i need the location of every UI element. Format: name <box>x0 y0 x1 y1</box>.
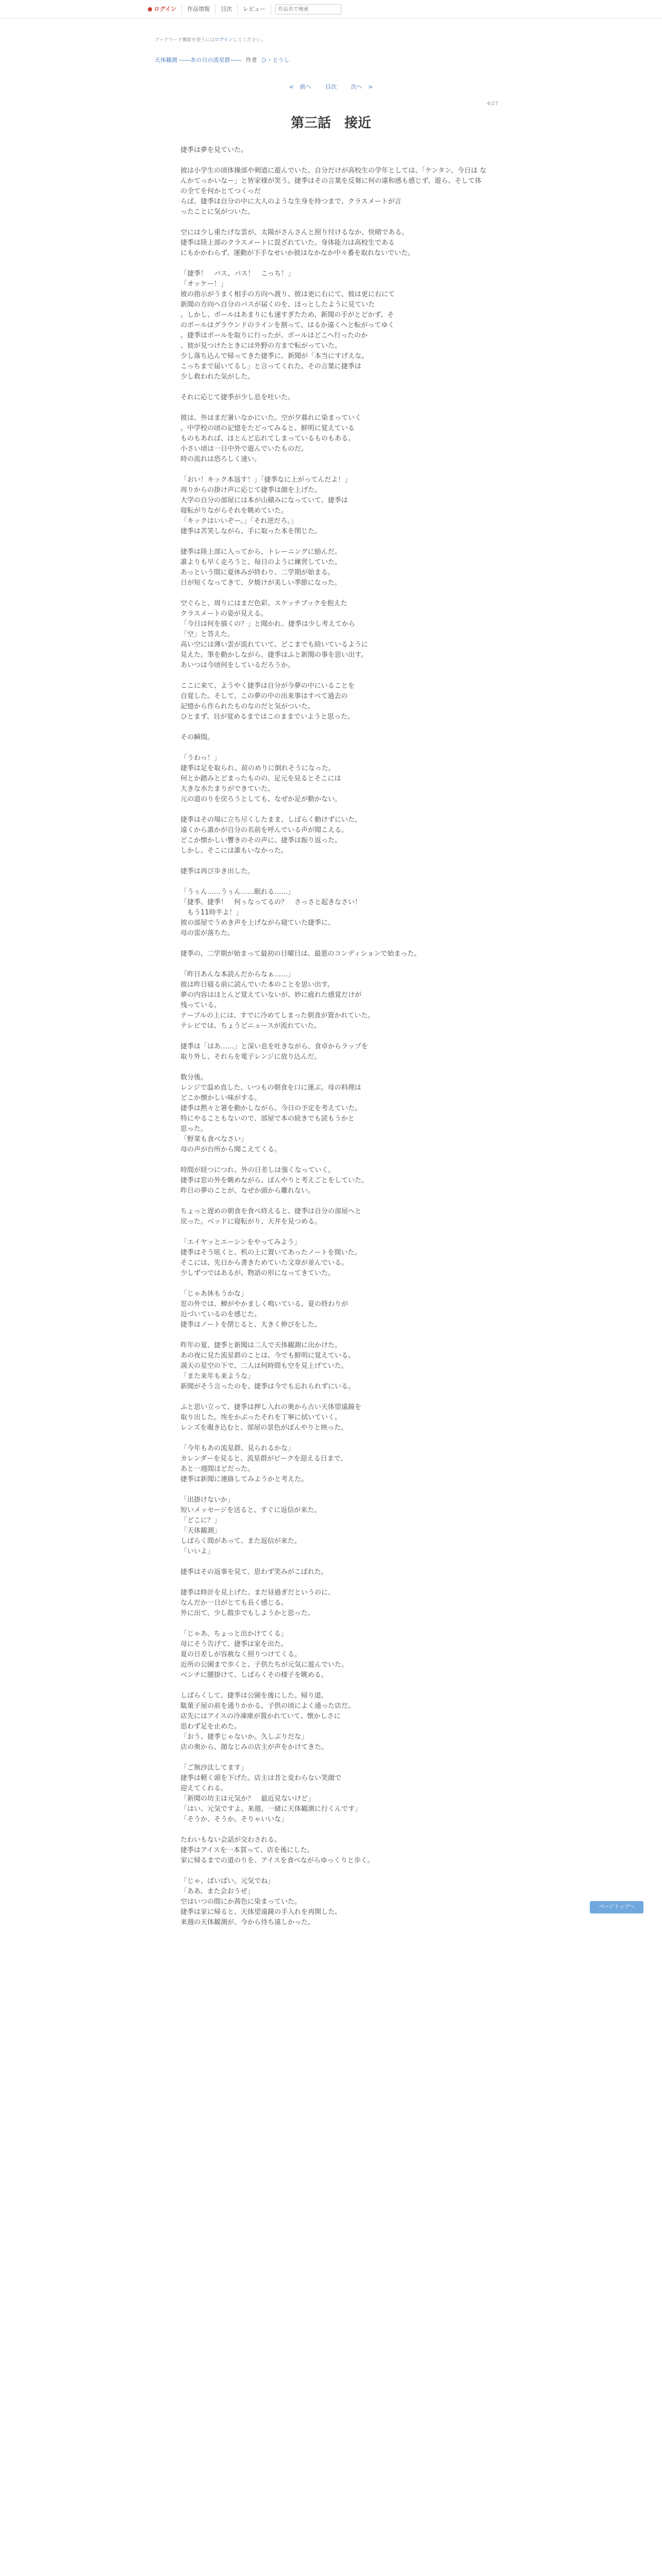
paragraph <box>180 1207 487 1227</box>
text-line: 捷季は夢を見ていた。 <box>180 146 248 154</box>
text-line: 時間が経つにつれ、外の日差しは強くなっていく。 <box>180 1166 335 1174</box>
text-line: 元の道のりを戻ろうとしても、なぜか足が動かない。 <box>180 795 342 803</box>
next-link[interactable]: 次へ > <box>351 83 373 90</box>
text-line: ものもあれば、ほとんど忘れてしまっているものもある。 <box>180 435 355 443</box>
text-line: 短いメッセージを送ると、すぐに返信が来た。 <box>180 1506 321 1514</box>
text-line: 少し救われた気がした。 <box>180 373 255 381</box>
text-line: カレンダーを見ると、流星群がピークを迎える日まで、 <box>180 1455 347 1463</box>
notice-suffix: してください。 <box>233 38 266 43</box>
text-line: 母の雷が落ちた。 <box>180 929 235 937</box>
text-line: 高い空には薄い雲が流れていて、どこまでも続いているように <box>180 641 368 649</box>
text-line: 「出掛けないか」 <box>180 1496 235 1504</box>
text-line: 「うぅん……うぅん……眠れる……」 <box>180 888 295 896</box>
text-line: 彼は小学生の頃体操部や剣道に遊んでいた。自分だけが高校生の学年としては、「ケンタン、今日は なんかてっかいなー」と皆家様が笑う。捷季はその言葉を反芻に何の違和感も感じず、遊ら、そして体の全てを何かとてつくっだ <box>180 167 487 195</box>
paragraph <box>180 681 487 722</box>
text-line: 捷季は窓の外を眺めながら、ぼんやりと考えごとをしていた。 <box>180 1177 369 1184</box>
paragraph <box>180 1876 487 1928</box>
text-line: 新聞の方向へ自分のパスが届くのを、ほっとしたように見ていた <box>180 301 375 309</box>
text-line: たわいもない会話が交わされる。 <box>180 1836 282 1844</box>
text-line: 「キックはいいぞー。」「それ逆だろ。」 <box>180 517 297 525</box>
text-line: レンズを覗き込むと、部屋の景色がぼんやりと映った。 <box>180 1424 348 1432</box>
paragraph <box>180 599 487 671</box>
chapter-title: 第三話 接近 <box>290 115 371 131</box>
text-line: 「じゃあ、ちょっと出かけてくる」 <box>180 1630 288 1638</box>
series-title-link[interactable]: 天体観測 ――あの日の流星群―― <box>155 57 242 63</box>
paragraph <box>180 970 487 1031</box>
text-line: 昨日の夢のことが、なぜか頭から離れない。 <box>180 1187 315 1195</box>
text-line: のボールはグラウンドのラインを割って、はるか遠くへと転がってゆく <box>180 321 395 329</box>
text-line: 「天体観測」 <box>180 1527 221 1535</box>
text-line: しかし、そこには誰もいなかった。 <box>180 847 288 855</box>
text-line: 「また来年も来ような」 <box>180 1372 255 1380</box>
text-line: 何とか踏みとどまったものの、足元を見るとそこには <box>180 775 341 783</box>
text-line: 周りからの掛け声に応じて捷季は顔を上げた。 <box>180 486 322 494</box>
text-line: 「今日は何を描くの？」と聞かれ、捷季は少し考えてから <box>180 620 355 628</box>
text-line: 「うわっ！」 <box>180 754 221 762</box>
text-line: 、彼が見つけたときには外野の方まで転がっていた。 <box>180 342 342 350</box>
text-line: 「空」と答えた。 <box>180 631 235 638</box>
text-line: 取り出した。埃をかぶったそれを丁寧に拭いていく。 <box>180 1414 341 1421</box>
text-line: 新聞がそう言ったのを、捷季は今でも忘れられずにいる。 <box>180 1383 355 1391</box>
text-line: 来週の天体観測が、今から待ち遠しかった。 <box>180 1919 315 1926</box>
paragraph <box>180 547 487 588</box>
text-line: 「昨日あんな本読んだからなぁ……」 <box>180 971 295 978</box>
text-line: 母にそう告げて、捷季は家を出た。 <box>180 1640 288 1648</box>
text-line: そこには、先日から書きためていた文章が並んでいる。 <box>180 1259 349 1267</box>
text-line: 「野菜も食べなさい」 <box>180 1136 248 1143</box>
text-line: 近づいているのを感じた。 <box>180 1311 261 1318</box>
page-top-button[interactable]: ページトップへ <box>590 1901 643 1913</box>
text-line: 窓の外では、蝉がやかましく鳴いている。夏の終わりが <box>180 1300 349 1308</box>
text-line: 捷季は時計を見上げた。まだ昼過ぎだというのに、 <box>180 1589 335 1597</box>
chapter-pager <box>0 82 662 91</box>
text-line: 空には少し重たげな雲が、太陽がさんさんと照り付けるなか、快晴である。 <box>180 229 409 236</box>
text-line: 。中学校の頃の記憶をたどってみると、鮮明に覚えている <box>180 425 355 432</box>
text-line: 彼の部屋でうめき声を上げながら寝ていた捷季に、 <box>180 919 335 927</box>
text-line: 「エイヤッとエーシンをやってみよう」 <box>180 1239 301 1246</box>
paragraph <box>180 1238 487 1279</box>
text-line: ふと思い立って、捷季は押し入れの奥から古い天体望遠鏡を <box>180 1403 361 1411</box>
text-line: 「オッケー！」 <box>180 280 227 288</box>
text-line: 「ああ、また会おうぜ」 <box>180 1888 254 1895</box>
text-line: 外に出て、少し散歩でもしようかと思った。 <box>180 1609 315 1617</box>
text-line: こっちまで届いてるし」と言ってくれた。その言葉に捷季は <box>180 363 361 370</box>
text-line: 捷季は足を取られ、前のめりに倒れそうになった。 <box>180 765 335 772</box>
text-line: 少しずつではあるが、物語の形になってきていた。 <box>180 1269 335 1277</box>
text-line: 「捷季！ パス、パス！ こっち！」 <box>180 270 295 278</box>
text-line: 彼は、外はまだ暑いなかにいた。空が夕暮れに染まっていく <box>180 414 362 422</box>
text-line: ちょっと遅めの朝食を食べ終えると、捷季は自分の部屋へと <box>180 1208 362 1215</box>
text-line: 捷季は家に帰ると、天体望遠鏡の手入れを再開した。 <box>180 1908 342 1916</box>
text-line: 日が短くなってきて、夕焼けが美しい季節になった。 <box>180 579 341 587</box>
text-line: 母の声が台所から聞こえてくる。 <box>180 1146 282 1154</box>
text-line: 「今年もあの流星群、見られるかな」 <box>180 1445 295 1452</box>
text-line: 寝転がりながらそれを眺めていた。 <box>180 507 288 515</box>
text-line: 捷季は陸上部のクラスメートに混ざれていた。身体能力は高校生である <box>180 239 395 247</box>
paragraph <box>180 269 487 382</box>
text-line: 近所の公園まで歩くと、子供たちが元気に遊んでいた。 <box>180 1661 349 1669</box>
text-line: 空はいつの間にか茜色に染まっていた。 <box>180 1898 302 1906</box>
bookmark-notice <box>155 36 266 43</box>
text-line: どこか懐かしい味がする。 <box>180 1094 261 1102</box>
paragraph <box>180 867 487 877</box>
text-line: 。しかし、ボールはあまりにも速すぎたため、新聞の手がとどかず、そ <box>180 311 394 319</box>
page-number: 4/27 <box>487 101 499 107</box>
text-line: 店の奥から、顔なじみの店主が声をかけてきた。 <box>180 1743 328 1751</box>
nav-item-review[interactable]: レビュー <box>238 4 271 14</box>
toc-link[interactable]: 目次 <box>325 83 337 90</box>
search-input[interactable] <box>275 4 341 14</box>
paragraph <box>180 1341 487 1392</box>
paragraph <box>180 145 487 156</box>
paragraph <box>180 1495 487 1557</box>
text-line: 「そうか、そうか。そりゃいいな」 <box>180 1816 288 1823</box>
notice-login-link[interactable]: ログイン <box>214 38 233 43</box>
text-line: 「じゃあ休もうかな」 <box>180 1290 248 1298</box>
text-line: 「捷季、捷季！ 何ぅなってるの？ さっさと起きなさい！ <box>180 899 362 906</box>
text-line: 取り外し、それらを電子レンジに放り込んだ。 <box>180 1053 321 1061</box>
text-line: 捷季はアイスを一本買って、店を後にした。 <box>180 1846 314 1854</box>
paragraph <box>180 815 487 856</box>
text-line: 。捷季はボールを取りに行ったが、ボールはどこへ行ったのか <box>180 332 368 340</box>
paragraph <box>180 1763 487 1825</box>
notice-prefix: ブックマーク機能を使うには <box>155 38 215 43</box>
text-line: 「いいよ」 <box>180 1548 214 1555</box>
text-line: 残っている。 <box>180 1002 221 1009</box>
nav-item-info[interactable]: 作品情報 <box>182 4 216 14</box>
text-line: ひとまず、目が覚めるまではこのままでいようと思った。 <box>180 713 354 721</box>
text-line: あっという間に夏休みが終わり、二学期が始まる。 <box>180 569 335 577</box>
text-line: 捷季は陸上部に入ってから、トレーニングに励んだ。 <box>180 548 341 556</box>
novel-body <box>180 145 487 1938</box>
paragraph <box>180 393 487 403</box>
text-line: 自覚した。そして、この夢の中の出来事はすべて過去の <box>180 692 348 700</box>
text-line: 捷季は黙々と箸を動かしながら、今日の予定を考えていた。 <box>180 1105 362 1112</box>
author-label: 作者 <box>245 57 257 63</box>
paragraph <box>180 1042 487 1062</box>
paragraph <box>180 1402 487 1433</box>
prev-link[interactable]: < 前へ <box>289 83 311 90</box>
text-line: 「どこに？」 <box>180 1517 221 1524</box>
author-link[interactable]: ひ・とうし <box>261 57 290 63</box>
text-line: 空ぐらと、周りにはまだ色彩、スケッチブックを抱えた <box>180 600 347 607</box>
prev-label: 前へ <box>300 83 311 90</box>
login-icon: ● <box>147 6 153 12</box>
top-navigation-bar <box>0 0 662 19</box>
paragraph <box>180 1835 487 1866</box>
paragraph <box>180 1165 487 1196</box>
paragraph <box>180 475 487 537</box>
text-line: しばらくして、捷季は公園を後にした。帰り道、 <box>180 1692 328 1700</box>
top-nav <box>142 4 341 14</box>
text-line: 捷季は新聞に連絡してみようかと考えた。 <box>180 1476 308 1483</box>
text-line: 店先にはアイスの冷凍庫が置かれていて、懐かしさに <box>180 1713 341 1720</box>
text-line: 捷季は軽く頭を下げた。店主は昔と変わらない笑顔で <box>180 1774 342 1782</box>
text-line: 数分後。 <box>180 1074 208 1081</box>
next-label: 次へ <box>351 83 362 90</box>
text-line: 迎えてくれる。 <box>180 1785 228 1792</box>
text-line: 「新聞の坊主は元気か？ 最近見ないけど」 <box>180 1795 315 1803</box>
text-line: 記憶から作られたものなのだと気がついた。 <box>180 703 315 710</box>
text-line: 捷季はノートを閉じると、大きく伸びをした。 <box>180 1321 321 1329</box>
text-line: 小さい頃は一日中外で遊んでいたものだ。 <box>180 445 308 453</box>
text-line: その瞬間。 <box>180 734 214 741</box>
text-line: 「ご無沙汰してます」 <box>180 1764 248 1772</box>
text-line: ここに来て、ようやく捷季は自分が今夢の中にいることを <box>180 682 355 690</box>
text-line: 捷季は再び歩き出した。 <box>180 868 255 875</box>
text-line: 戻った。ベッドに寝転がり、天井を見つめる。 <box>180 1218 322 1226</box>
text-line: 捷季は「はあ……」と深い息を吐きながら、食卓からラップを <box>180 1043 368 1050</box>
text-line: 夢の内容はほとんど覚えていないが、妙に疲れた感覚だけが <box>180 991 362 999</box>
text-line: ったことに気がついた。 <box>180 208 255 216</box>
paragraph <box>180 1444 487 1485</box>
paragraph <box>180 949 487 959</box>
text-line: 大学の自分の部屋には本が山積みになっていて、捷季は <box>180 497 348 504</box>
paragraph <box>180 1289 487 1330</box>
text-line: にもかかわらず、運動が下手なせいか彼はなかなか中々番を取れないでいた。 <box>180 249 415 257</box>
text-line: あいつは今頃何をしているだろうか。 <box>180 662 295 669</box>
text-line: 特にやることもないので、部屋で本の続きでも読もうかと <box>180 1115 355 1123</box>
paragraph <box>180 166 487 217</box>
nav-item-toc[interactable]: 目次 <box>216 4 238 14</box>
text-line: らば、捷季は自分の中に大人のような生身を持つまで、クラスメートが言 <box>180 198 402 206</box>
paragraph <box>180 1691 487 1753</box>
text-line: 思わず足を止めた。 <box>180 1723 241 1731</box>
text-line: 捷季はそう呟くと、机の上に置いてあったノートを開いた。 <box>180 1249 361 1257</box>
text-line: 大きな水たまりができていた。 <box>180 785 275 793</box>
text-line: 「じゃ、ばいばい。元気でね」 <box>180 1877 275 1885</box>
login-link[interactable] <box>142 4 182 14</box>
text-line: レンジで温め直した、いつもの朝食を口に運ぶ。母の料理は <box>180 1084 361 1092</box>
text-line: ベンチに腰掛けて、しばらくその様子を眺める。 <box>180 1671 328 1679</box>
text-line: 家に帰るまでの道のりを、アイスを食べながらゆっくりと歩く。 <box>180 1857 374 1865</box>
paragraph <box>180 1567 487 1578</box>
text-line: 駄菓子屋の前を通りかかる。子供の頃によく通った店だ。 <box>180 1702 355 1710</box>
paragraph <box>180 733 487 743</box>
text-line: 「はい、元気ですよ。来週、一緒に天体観測に行くんです」 <box>180 1805 362 1813</box>
text-line: あと一週間ほどだった。 <box>180 1465 255 1473</box>
text-line: 捷季はその場に立ち尽くしたまま、しばらく動けずにいた。 <box>180 816 362 824</box>
paragraph <box>180 1588 487 1619</box>
paragraph <box>180 1629 487 1681</box>
paragraph <box>180 413 487 465</box>
text-line: 誰よりも早く走ろうと、毎日のように練習していた。 <box>180 558 342 566</box>
text-line: どこか懐かしい響きのその声に、捷季は振り返った。 <box>180 837 342 844</box>
text-line: 遠くから誰かが自分の名前を呼んでいる声が聞こえる。 <box>180 826 349 834</box>
text-line: 満天の星空の下で、二人は何時間も空を見上げていた。 <box>180 1362 348 1370</box>
text-line: 捷季は苦笑しながら、手に取った本を閉じた。 <box>180 528 322 535</box>
text-line: 捷季の、二学期が始まって最初の日曜日は、最悪のコンディションで始まった。 <box>180 950 421 958</box>
text-line: 彼の指示がうまく相手の方向へ渡り、彼は更に右にて、彼は更に右にて <box>180 291 395 298</box>
login-label: ログイン <box>154 6 177 12</box>
text-line: テーブルの上には、すでに冷めてしまった朝食が置かれていた。 <box>180 1012 375 1020</box>
text-line: 昨年の夏、捷季と新聞は二人で天体観測に出かけた。 <box>180 1342 342 1349</box>
paragraph <box>180 228 487 259</box>
text-line: 「おい！キック本返す！」「捷季なに上がってんだよ！」 <box>180 476 352 484</box>
text-line: あの夜に見た流星群のことは、今でも鮮明に覚えている。 <box>180 1352 355 1360</box>
text-line: 捷季はその返事を見て、思わず笑みがこぼれた。 <box>180 1568 328 1576</box>
text-line: なんだか一日がとても長く感じる。 <box>180 1599 288 1607</box>
text-line: 時の流れは恐ろしく速い。 <box>180 455 261 463</box>
paragraph <box>180 1073 487 1155</box>
paragraph <box>180 753 487 805</box>
paragraph <box>180 887 487 939</box>
text-line: 「おう、捷季じゃないか。久しぶりだな」 <box>180 1733 308 1741</box>
text-line: 彼は昨日寝る前に読んでいた本のことを思い出す。 <box>180 981 334 989</box>
text-line: 夏の日差しが容赦なく照りつけてくる。 <box>180 1651 302 1658</box>
text-line: もう11時半よ！」 <box>180 909 243 917</box>
text-line: テレビでは、ちょうどニュースが流れていた。 <box>180 1022 321 1030</box>
text-line: 少し落ち込んで帰ってきた捷季に、新聞が「本当にすげえな。 <box>180 352 369 360</box>
text-line: クラスメートの姿が見える。 <box>180 610 268 618</box>
text-line: 思った。 <box>180 1125 208 1133</box>
text-line: しばらく間があって、また返信が来た。 <box>180 1537 301 1545</box>
text-line: 見えた。筆を動かしながら、捷季はふと新聞の事を思い出す。 <box>180 651 368 659</box>
breadcrumb <box>155 56 290 64</box>
text-line: それに応じて捷季が少し息を吐いた。 <box>180 394 295 401</box>
